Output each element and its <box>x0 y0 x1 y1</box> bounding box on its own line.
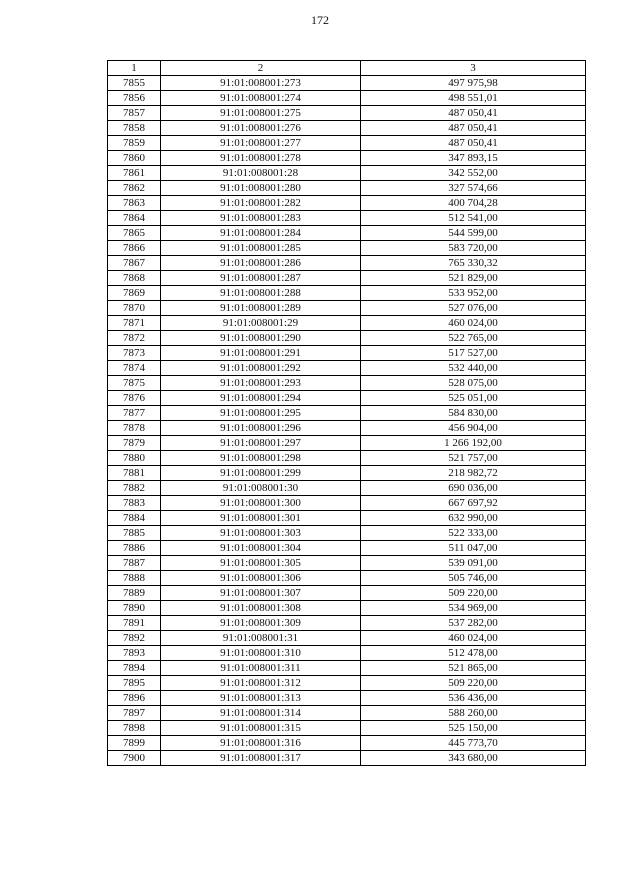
row-number-cell: 7861 <box>108 166 161 181</box>
table-row <box>108 661 586 676</box>
row-number-cell: 7889 <box>108 586 161 601</box>
table-row <box>108 166 586 181</box>
row-number-cell: 7881 <box>108 466 161 481</box>
row-number-cell: 7885 <box>108 526 161 541</box>
cadastral-number-cell: 91:01:008001:30 <box>161 481 361 496</box>
row-number-cell: 7894 <box>108 661 161 676</box>
cadastral-number-cell: 91:01:008001:276 <box>161 121 361 136</box>
table-row <box>108 631 586 646</box>
table-row <box>108 481 586 496</box>
value-cell: 539 091,00 <box>361 556 586 571</box>
table-row <box>108 226 586 241</box>
cadastral-number-cell: 91:01:008001:277 <box>161 136 361 151</box>
value-cell: 533 952,00 <box>361 286 586 301</box>
table-row <box>108 76 586 91</box>
page-number: 172 <box>311 13 329 27</box>
table-row <box>108 601 586 616</box>
cadastral-number-cell: 91:01:008001:282 <box>161 196 361 211</box>
table-row <box>108 256 586 271</box>
table-row <box>108 736 586 751</box>
value-cell: 532 440,00 <box>361 361 586 376</box>
table-row <box>108 556 586 571</box>
table-row <box>108 496 586 511</box>
table-row <box>108 466 586 481</box>
value-cell: 456 904,00 <box>361 421 586 436</box>
table-row <box>108 391 586 406</box>
value-cell: 525 051,00 <box>361 391 586 406</box>
row-number-cell: 7873 <box>108 346 161 361</box>
value-cell: 327 574,66 <box>361 181 586 196</box>
cadastral-number-cell: 91:01:008001:274 <box>161 91 361 106</box>
cadastral-number-cell: 91:01:008001:301 <box>161 511 361 526</box>
value-cell: 505 746,00 <box>361 571 586 586</box>
column-header-2: 2 <box>161 61 361 76</box>
cadastral-number-cell: 91:01:008001:290 <box>161 331 361 346</box>
table-row <box>108 571 586 586</box>
row-number-cell: 7879 <box>108 436 161 451</box>
row-number-cell: 7860 <box>108 151 161 166</box>
cadastral-number-cell: 91:01:008001:29 <box>161 316 361 331</box>
table-row <box>108 721 586 736</box>
row-number-cell: 7882 <box>108 481 161 496</box>
value-cell: 521 865,00 <box>361 661 586 676</box>
value-cell: 509 220,00 <box>361 676 586 691</box>
row-number-cell: 7864 <box>108 211 161 226</box>
cadastral-number-cell: 91:01:008001:287 <box>161 271 361 286</box>
row-number-cell: 7876 <box>108 391 161 406</box>
cadastral-number-cell: 91:01:008001:293 <box>161 376 361 391</box>
value-cell: 765 330,32 <box>361 256 586 271</box>
table-row <box>108 406 586 421</box>
row-number-cell: 7865 <box>108 226 161 241</box>
row-number-cell: 7877 <box>108 406 161 421</box>
value-cell: 498 551,01 <box>361 91 586 106</box>
value-cell: 527 076,00 <box>361 301 586 316</box>
value-cell: 509 220,00 <box>361 586 586 601</box>
row-number-cell: 7874 <box>108 361 161 376</box>
table-row <box>108 706 586 721</box>
table-row <box>108 646 586 661</box>
table-row <box>108 301 586 316</box>
table-row <box>108 331 586 346</box>
value-cell: 521 757,00 <box>361 451 586 466</box>
cadastral-number-cell: 91:01:008001:31 <box>161 631 361 646</box>
cadastral-value-table <box>107 60 586 766</box>
cadastral-number-cell: 91:01:008001:313 <box>161 691 361 706</box>
row-number-cell: 7887 <box>108 556 161 571</box>
cadastral-number-cell: 91:01:008001:308 <box>161 601 361 616</box>
value-cell: 512 541,00 <box>361 211 586 226</box>
value-cell: 512 478,00 <box>361 646 586 661</box>
value-cell: 218 982,72 <box>361 466 586 481</box>
cadastral-number-cell: 91:01:008001:278 <box>161 151 361 166</box>
table-row <box>108 121 586 136</box>
cadastral-number-cell: 91:01:008001:284 <box>161 226 361 241</box>
value-cell: 487 050,41 <box>361 121 586 136</box>
table-row <box>108 361 586 376</box>
table-row <box>108 181 586 196</box>
value-cell: 584 830,00 <box>361 406 586 421</box>
table-row <box>108 91 586 106</box>
value-cell: 1 266 192,00 <box>361 436 586 451</box>
cadastral-number-cell: 91:01:008001:300 <box>161 496 361 511</box>
table-body <box>108 76 586 766</box>
value-cell: 487 050,41 <box>361 136 586 151</box>
cadastral-number-cell: 91:01:008001:311 <box>161 661 361 676</box>
table-row <box>108 316 586 331</box>
column-header-1: 1 <box>108 61 161 76</box>
value-cell: 511 047,00 <box>361 541 586 556</box>
row-number-cell: 7866 <box>108 241 161 256</box>
table-row <box>108 196 586 211</box>
table-row <box>108 271 586 286</box>
table-row <box>108 451 586 466</box>
cadastral-number-cell: 91:01:008001:306 <box>161 571 361 586</box>
table-row <box>108 346 586 361</box>
cadastral-number-cell: 91:01:008001:295 <box>161 406 361 421</box>
value-cell: 534 969,00 <box>361 601 586 616</box>
table-row <box>108 541 586 556</box>
cadastral-number-cell: 91:01:008001:309 <box>161 616 361 631</box>
row-number-cell: 7871 <box>108 316 161 331</box>
row-number-cell: 7888 <box>108 571 161 586</box>
row-number-cell: 7867 <box>108 256 161 271</box>
value-cell: 517 527,00 <box>361 346 586 361</box>
table-row <box>108 526 586 541</box>
table-row <box>108 511 586 526</box>
row-number-cell: 7869 <box>108 286 161 301</box>
value-cell: 632 990,00 <box>361 511 586 526</box>
value-cell: 583 720,00 <box>361 241 586 256</box>
value-cell: 528 075,00 <box>361 376 586 391</box>
table-row <box>108 211 586 226</box>
row-number-cell: 7855 <box>108 76 161 91</box>
cadastral-number-cell: 91:01:008001:28 <box>161 166 361 181</box>
cadastral-number-cell: 91:01:008001:317 <box>161 751 361 766</box>
value-cell: 588 260,00 <box>361 706 586 721</box>
value-cell: 342 552,00 <box>361 166 586 181</box>
table-row <box>108 376 586 391</box>
row-number-cell: 7858 <box>108 121 161 136</box>
value-cell: 400 704,28 <box>361 196 586 211</box>
value-cell: 522 765,00 <box>361 331 586 346</box>
value-cell: 521 829,00 <box>361 271 586 286</box>
cadastral-number-cell: 91:01:008001:316 <box>161 736 361 751</box>
cadastral-number-cell: 91:01:008001:273 <box>161 76 361 91</box>
row-number-cell: 7890 <box>108 601 161 616</box>
value-cell: 667 697,92 <box>361 496 586 511</box>
cadastral-number-cell: 91:01:008001:291 <box>161 346 361 361</box>
cadastral-number-cell: 91:01:008001:283 <box>161 211 361 226</box>
cadastral-number-cell: 91:01:008001:314 <box>161 706 361 721</box>
cadastral-number-cell: 91:01:008001:280 <box>161 181 361 196</box>
row-number-cell: 7862 <box>108 181 161 196</box>
cadastral-number-cell: 91:01:008001:289 <box>161 301 361 316</box>
cadastral-number-cell: 91:01:008001:305 <box>161 556 361 571</box>
table-row <box>108 151 586 166</box>
row-number-cell: 7886 <box>108 541 161 556</box>
value-cell: 497 975,98 <box>361 76 586 91</box>
row-number-cell: 7896 <box>108 691 161 706</box>
row-number-cell: 7897 <box>108 706 161 721</box>
cadastral-number-cell: 91:01:008001:310 <box>161 646 361 661</box>
cadastral-number-cell: 91:01:008001:315 <box>161 721 361 736</box>
row-number-cell: 7878 <box>108 421 161 436</box>
value-cell: 544 599,00 <box>361 226 586 241</box>
row-number-cell: 7857 <box>108 106 161 121</box>
table-row <box>108 586 586 601</box>
table-header-row <box>108 61 586 76</box>
cadastral-number-cell: 91:01:008001:297 <box>161 436 361 451</box>
row-number-cell: 7891 <box>108 616 161 631</box>
row-number-cell: 7870 <box>108 301 161 316</box>
row-number-cell: 7875 <box>108 376 161 391</box>
cadastral-number-cell: 91:01:008001:292 <box>161 361 361 376</box>
row-number-cell: 7884 <box>108 511 161 526</box>
row-number-cell: 7863 <box>108 196 161 211</box>
value-cell: 690 036,00 <box>361 481 586 496</box>
cadastral-number-cell: 91:01:008001:286 <box>161 256 361 271</box>
cadastral-number-cell: 91:01:008001:299 <box>161 466 361 481</box>
row-number-cell: 7893 <box>108 646 161 661</box>
row-number-cell: 7898 <box>108 721 161 736</box>
cadastral-number-cell: 91:01:008001:285 <box>161 241 361 256</box>
row-number-cell: 7868 <box>108 271 161 286</box>
row-number-cell: 7895 <box>108 676 161 691</box>
table-row <box>108 436 586 451</box>
value-cell: 343 680,00 <box>361 751 586 766</box>
table-row <box>108 136 586 151</box>
cadastral-number-cell: 91:01:008001:304 <box>161 541 361 556</box>
row-number-cell: 7880 <box>108 451 161 466</box>
value-cell: 445 773,70 <box>361 736 586 751</box>
value-cell: 347 893,15 <box>361 151 586 166</box>
cadastral-number-cell: 91:01:008001:294 <box>161 391 361 406</box>
cadastral-number-cell: 91:01:008001:296 <box>161 421 361 436</box>
table-row <box>108 691 586 706</box>
value-cell: 460 024,00 <box>361 631 586 646</box>
row-number-cell: 7892 <box>108 631 161 646</box>
value-cell: 537 282,00 <box>361 616 586 631</box>
value-cell: 487 050,41 <box>361 106 586 121</box>
table-row <box>108 106 586 121</box>
row-number-cell: 7900 <box>108 751 161 766</box>
cadastral-number-cell: 91:01:008001:303 <box>161 526 361 541</box>
value-cell: 525 150,00 <box>361 721 586 736</box>
cadastral-number-cell: 91:01:008001:288 <box>161 286 361 301</box>
table-row <box>108 421 586 436</box>
table-row <box>108 241 586 256</box>
cadastral-number-cell: 91:01:008001:312 <box>161 676 361 691</box>
table-row <box>108 616 586 631</box>
value-cell: 522 333,00 <box>361 526 586 541</box>
row-number-cell: 7872 <box>108 331 161 346</box>
row-number-cell: 7883 <box>108 496 161 511</box>
cadastral-number-cell: 91:01:008001:307 <box>161 586 361 601</box>
value-cell: 536 436,00 <box>361 691 586 706</box>
column-header-3: 3 <box>361 61 586 76</box>
row-number-cell: 7899 <box>108 736 161 751</box>
value-cell: 460 024,00 <box>361 316 586 331</box>
cadastral-number-cell: 91:01:008001:298 <box>161 451 361 466</box>
row-number-cell: 7856 <box>108 91 161 106</box>
table-row <box>108 751 586 766</box>
row-number-cell: 7859 <box>108 136 161 151</box>
cadastral-number-cell: 91:01:008001:275 <box>161 106 361 121</box>
table-row <box>108 676 586 691</box>
table-row <box>108 286 586 301</box>
